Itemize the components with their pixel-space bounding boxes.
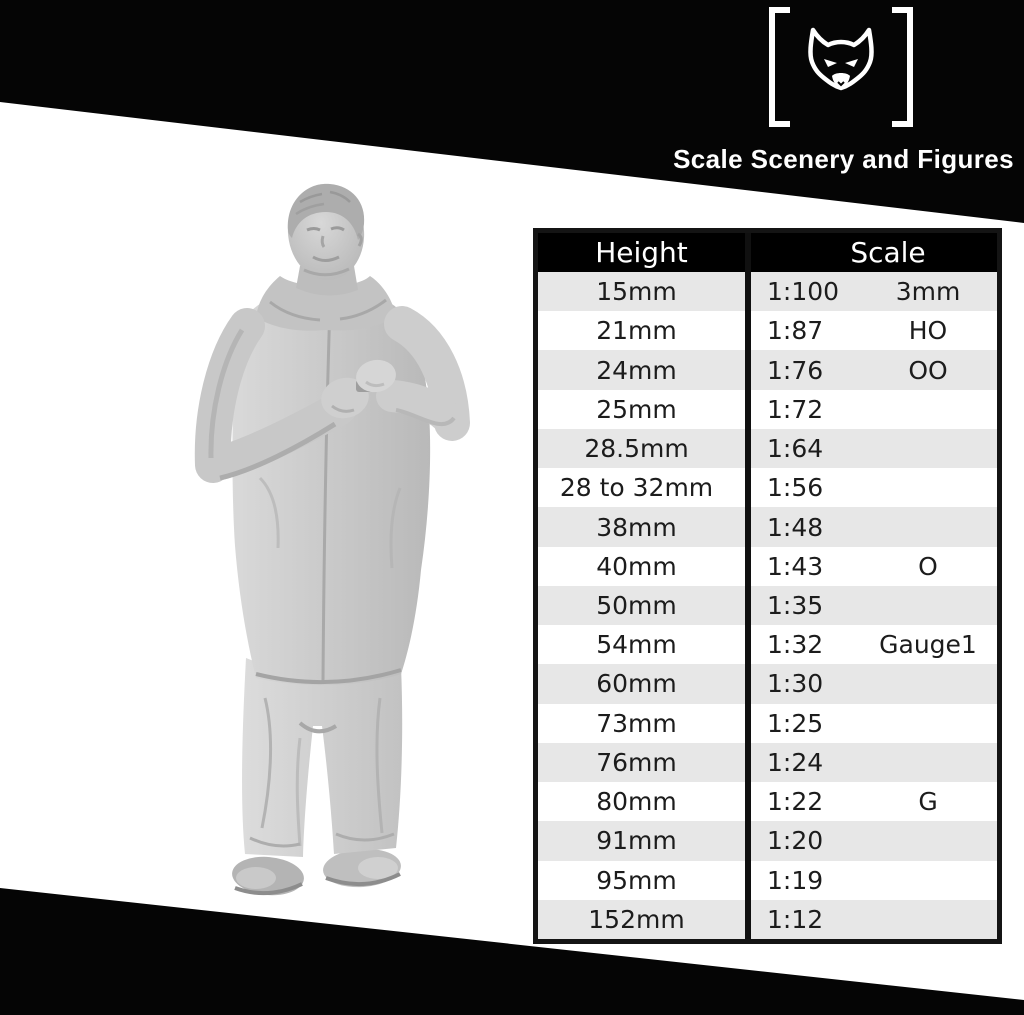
ratio-cell: 1:19	[767, 865, 824, 895]
scale-cell	[745, 782, 997, 821]
height-cell: 21mm	[596, 316, 677, 346]
table-header-row	[538, 233, 997, 272]
ratio-cell: 1:12	[767, 904, 824, 934]
scale-cell	[745, 390, 997, 429]
gauge-cell: G	[918, 787, 938, 817]
table-row	[538, 350, 997, 389]
ratio-cell: 1:64	[767, 434, 824, 464]
ratio-cell: 1:30	[767, 669, 824, 699]
ratio-cell: 1:32	[767, 630, 824, 660]
table-row	[538, 272, 997, 311]
height-cell: 76mm	[596, 747, 677, 777]
table-row	[538, 468, 997, 507]
height-cell: 95mm	[596, 865, 677, 895]
ratio-cell: 1:43	[767, 551, 824, 581]
table-row	[538, 507, 997, 546]
scale-cell	[745, 821, 997, 860]
height-cell: 73mm	[596, 708, 677, 738]
right-bracket-icon	[892, 10, 910, 124]
height-cell: 91mm	[596, 826, 677, 856]
ratio-cell: 1:22	[767, 787, 824, 817]
table-row	[538, 782, 997, 821]
ratio-cell: 1:35	[767, 590, 824, 620]
ratio-cell: 1:56	[767, 473, 824, 503]
table-row	[538, 743, 997, 782]
table-row	[538, 547, 997, 586]
height-cell: 38mm	[596, 512, 677, 542]
scale-cell	[745, 664, 997, 703]
column-header-scale: Scale	[745, 233, 997, 272]
table-row	[538, 664, 997, 703]
height-cell: 152mm	[588, 904, 685, 934]
height-cell: 25mm	[596, 394, 677, 424]
scale-cell	[745, 429, 997, 468]
left-bracket-icon	[772, 10, 790, 124]
height-cell: 24mm	[596, 355, 677, 385]
table-row	[538, 625, 997, 664]
height-cell: 28 to 32mm	[559, 473, 714, 503]
scale-cell	[745, 625, 997, 664]
scale-cell	[745, 586, 997, 625]
scale-table-body	[538, 272, 997, 939]
scale-table	[533, 228, 1002, 944]
scale-cell	[745, 743, 997, 782]
table-row	[538, 311, 997, 350]
ratio-cell: 1:20	[767, 826, 824, 856]
height-cell: 15mm	[596, 277, 677, 307]
table-row	[538, 586, 997, 625]
ratio-cell: 1:72	[767, 394, 824, 424]
height-cell: 54mm	[596, 630, 677, 660]
scale-cell	[745, 350, 997, 389]
head	[283, 180, 369, 295]
table-row	[538, 390, 997, 429]
scanned-man-figure-icon	[150, 178, 480, 910]
gauge-cell: 3mm	[895, 277, 961, 307]
wolf-in-brackets-icon	[762, 4, 920, 130]
ratio-cell: 1:24	[767, 747, 824, 777]
scale-cell	[745, 272, 997, 311]
table-row	[538, 900, 997, 939]
brand-tagline: Scale Scenery and Figures	[673, 144, 1014, 174]
gauge-cell: Gauge1	[879, 630, 977, 660]
ratio-cell: 1:25	[767, 708, 824, 738]
table-row	[538, 704, 997, 743]
height-cell: 60mm	[596, 669, 677, 699]
scale-cell	[745, 704, 997, 743]
height-cell: 80mm	[596, 787, 677, 817]
scale-cell	[745, 547, 997, 586]
gauge-cell: OO	[908, 355, 948, 385]
height-cell: 28.5mm	[584, 434, 689, 464]
scale-cell	[745, 900, 997, 939]
gauge-cell: O	[918, 551, 938, 581]
scale-cell	[745, 861, 997, 900]
height-cell: 40mm	[596, 551, 677, 581]
wolf-head-icon	[810, 30, 871, 88]
scale-cell	[745, 507, 997, 546]
table-row	[538, 821, 997, 860]
table-row	[538, 429, 997, 468]
legs	[242, 658, 402, 857]
ratio-cell: 1:48	[767, 512, 824, 542]
ratio-cell: 1:76	[767, 355, 824, 385]
table-row	[538, 861, 997, 900]
column-header-height: Height	[595, 236, 688, 269]
gauge-cell: HO	[908, 316, 948, 346]
scale-cell	[745, 468, 997, 507]
height-cell: 50mm	[596, 590, 677, 620]
ratio-cell: 1:100	[767, 277, 840, 307]
ratio-cell: 1:87	[767, 316, 824, 346]
scale-cell	[745, 311, 997, 350]
